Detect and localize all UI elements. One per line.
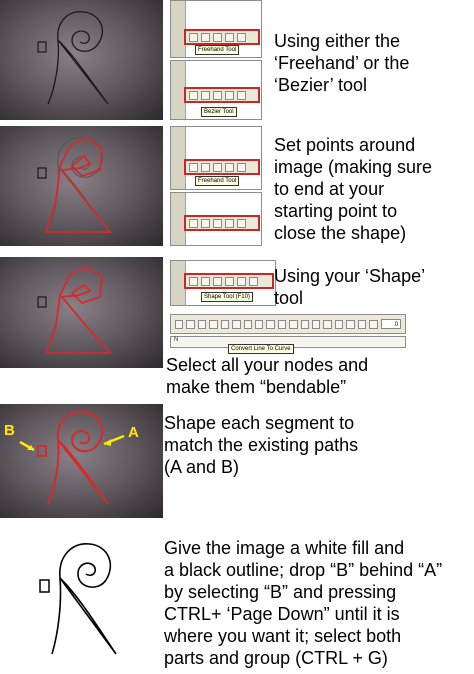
- bezier-tool-icon[interactable]: [201, 33, 210, 42]
- artistic-media-tool-icon[interactable]: [213, 163, 222, 172]
- dimension-tool-icon[interactable]: [225, 91, 234, 100]
- bezier-tool-icon[interactable]: [201, 163, 210, 172]
- bezier-tooltip: Bezier Tool: [201, 107, 237, 117]
- dimension-tool-icon[interactable]: [225, 33, 234, 42]
- step4-text: Select all your nodes and make them “bendable”: [166, 355, 369, 397]
- bezier-toolbox-screenshot: [170, 60, 262, 120]
- extract-subpath-icon[interactable]: [301, 320, 309, 329]
- transform-tool-icon[interactable]: [249, 277, 258, 286]
- convert-to-line-icon[interactable]: [221, 320, 229, 329]
- smooth-red-trace-drawing: [0, 404, 163, 518]
- elastic-mode-icon[interactable]: [346, 320, 354, 329]
- red-trace-drawing: [0, 257, 163, 368]
- ruler-label: N: [174, 337, 179, 343]
- shape-tool-icon[interactable]: [189, 277, 198, 286]
- join-nodes-icon[interactable]: [198, 320, 206, 329]
- dimension-tool-icon[interactable]: [225, 163, 234, 172]
- shape-toolbox-screenshot: [170, 260, 276, 306]
- stretch-nodes-icon[interactable]: [312, 320, 320, 329]
- freehand-tooltip: Freehand Tool: [195, 45, 239, 55]
- convert-line-to-curve-icon[interactable]: [232, 320, 240, 329]
- curve-smoothness-field[interactable]: 0: [381, 319, 402, 329]
- reduce-nodes-icon[interactable]: [369, 320, 377, 329]
- roughen-tool-icon[interactable]: [237, 277, 246, 286]
- freehand-toolbox-screenshot: [170, 0, 262, 58]
- freehand-tool-icon[interactable]: [189, 91, 198, 100]
- final-white-shape: [0, 530, 163, 670]
- artistic-media-tool-icon[interactable]: [213, 33, 222, 42]
- connector-tool-icon[interactable]: [237, 163, 246, 172]
- select-all-nodes-icon[interactable]: [358, 320, 366, 329]
- connector-tool-icon[interactable]: [237, 219, 246, 228]
- step5-text: Shape each segment to match the existing paths (A and B): [164, 413, 359, 477]
- red-trace-drawing: [0, 126, 163, 246]
- dimension-tool-icon[interactable]: [225, 219, 234, 228]
- step1-text: Using either the ‘Freehand’ or the ‘Bezier’ tool: [274, 31, 410, 95]
- extend-curve-icon[interactable]: [289, 320, 297, 329]
- reverse-direction-icon[interactable]: [278, 320, 286, 329]
- eraser-tool-icon[interactable]: [213, 277, 222, 286]
- break-curve-icon[interactable]: [209, 320, 217, 329]
- step2-image: [0, 126, 163, 246]
- symmetrical-node-icon[interactable]: [266, 320, 274, 329]
- bezier-toolbox-screenshot: [170, 192, 262, 246]
- step5-image: [0, 530, 163, 670]
- knife-tool-icon[interactable]: [201, 277, 210, 286]
- freehand-toolbox-screenshot: [170, 126, 262, 190]
- cusp-node-icon[interactable]: [244, 320, 252, 329]
- step2-text: Set points around image (making sure to end at your starting point to close the shape): [274, 135, 433, 243]
- curve-flyout-highlight[interactable]: [184, 159, 260, 175]
- add-node-icon[interactable]: [175, 320, 183, 329]
- shape-tooltip: Shape Tool (F10): [201, 292, 253, 302]
- connector-tool-icon[interactable]: [237, 33, 246, 42]
- rotate-nodes-icon[interactable]: [323, 320, 331, 329]
- freehand-tooltip: Freehand Tool: [195, 176, 239, 186]
- callout-label-a: A: [128, 424, 139, 441]
- convert-to-curve-tooltip: Convert Line To Curve: [228, 344, 294, 354]
- step6-text: Give the image a white fill and a black outline; drop “B” behind “A” by selecting “B” and pressing CTRL+ ‘Page Down” until it is where you want it; select both parts and group (CTRL + G): [164, 538, 443, 668]
- callout-label-b: B: [4, 422, 15, 439]
- bezier-tool-icon[interactable]: [201, 91, 210, 100]
- artistic-media-tool-icon[interactable]: [213, 91, 222, 100]
- step1-image: [0, 0, 163, 120]
- shape-outline-drawing: [0, 0, 163, 120]
- smudge-tool-icon[interactable]: [225, 277, 234, 286]
- delete-node-icon[interactable]: [186, 320, 194, 329]
- shape-flyout-highlight[interactable]: [184, 273, 274, 289]
- curve-flyout-highlight[interactable]: [184, 29, 260, 45]
- step4-image: [0, 404, 163, 518]
- smooth-node-icon[interactable]: [255, 320, 263, 329]
- freehand-tool-icon[interactable]: [189, 219, 198, 228]
- node-edit-property-bar: [170, 314, 406, 334]
- freehand-tool-icon[interactable]: [189, 33, 198, 42]
- connector-tool-icon[interactable]: [237, 91, 246, 100]
- curve-flyout-highlight[interactable]: [184, 87, 260, 103]
- freehand-tool-icon[interactable]: [189, 163, 198, 172]
- bezier-tool-icon[interactable]: [201, 219, 210, 228]
- align-nodes-icon[interactable]: [335, 320, 343, 329]
- step3-text: Using your ‘Shape’ tool: [274, 266, 426, 308]
- artistic-media-tool-icon[interactable]: [213, 219, 222, 228]
- curve-flyout-highlight[interactable]: [184, 215, 260, 231]
- step3-image: [0, 257, 163, 368]
